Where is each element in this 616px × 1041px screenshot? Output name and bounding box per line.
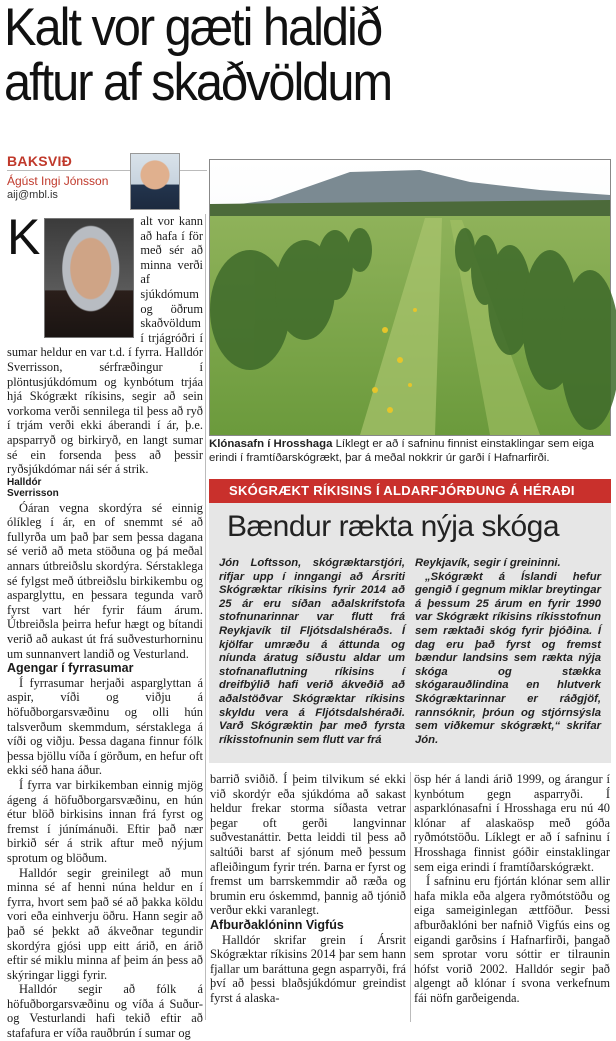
- article-paragraph: ösp hér á landi árið 1999, og árangur í kynbótum gegn asparryði. Í asparklónasafni í Hrosshaga eru nú 40 klónar af alaskaösp með góða ryðmótstöðu. Líklegt er að í safninu í Hrosshaga finnist góðir einstaklingar sem eiga erindi í framtíðarskógrækt.: [414, 772, 610, 874]
- article-paragraph: Halldór segir greinilegt að mun minna sé af henni núna heldur en í fyrra, hvort sem það sé að þakka köldu vori eða einhverju öðru. Hann segir að það sé þekkt að ákveðnar tegundir skordýra gjósi upp eitt árið, en árið eftir sé miklu minna af þeim án þess að skýringar liggi fyrir.: [7, 865, 203, 982]
- portrait-photo: [44, 218, 134, 338]
- headline-line-2: aftur af skaðvöldum: [4, 53, 392, 112]
- sidebar-column-left: [219, 557, 405, 747]
- column-divider: [205, 214, 206, 1020]
- article-column-1: [7, 209, 203, 1041]
- article-paragraph: Í safninu eru fjórtán klónar sem allir hafa mikla eða algera ryðmótstöðu og eiga sameiginlegan ættföður. Þessi afburðaklóni ber nafnið Vigfús eins og eigandi garðsins í Hafnarfirði, þangað sem sprotar voru sóttir er tilraunin hófst vorið 2002. Halldór segir það algengt að klónar í svona verkefnum fái nöfn garðeigenda.: [414, 874, 610, 1005]
- article-paragraph: barrið sviðið. Í þeim tilvikum sé ekki við skordýr eða sjúkdóma að sakast heldur frekar storma síðasta vetrar þegar oft gerði langvinnar suðvestanáttir. Þetta leiddi til þess að saltúði barst af sjónum með þessum afleiðingum fyrir trén. Þarna er fyrst og fremst um barrskemmdir að ræða og brumin eru óskemmd, þannig að tjónið verður ekki varanlegt.: [210, 772, 406, 918]
- orchard-photo-illustration: [210, 160, 610, 435]
- sidebar-header-bar: SKÓGRÆKT RÍKISINS Í ALDARFJÓRÐUNG Á HÉRAÐI: [209, 479, 611, 503]
- photo-caption-title: Klónasafn í Hrosshaga: [209, 438, 333, 450]
- drop-cap: K: [7, 209, 41, 265]
- photo-caption: [209, 437, 609, 465]
- sidebar-paragraph: Jón Loftsson, skógræktarstjóri, rifjar upp í inngangi að Ársriti Skógræktar ríkisins fyrir 2014 að 25 ár eru síðan aðalskrifstofa stofnunarinnar var flutt frá Reykjavík til Fljótsdalshéraðs. Í kjölfar umræðu á áttunda og níunda áratug síðustu aldar um stofnanaflutning ríkisins í dreifbýlið hafi verið ákveðið að aðalstöðvar Skógræktar ríkisins skyldu vera á Fljótsdalshéraði. Varð Skógræktin þar með fyrsta ríkisstofnunin sem flutt var frá: [219, 557, 405, 746]
- headline: [4, 0, 563, 110]
- section-kicker: BAKSVIÐ: [7, 153, 73, 169]
- sidebar-title: Bændur rækta nýja skóga: [227, 510, 560, 543]
- sidebar-column-right: [415, 557, 601, 747]
- headline-line-1: Kalt vor gæti haldið: [4, 0, 381, 57]
- author-photo: [130, 153, 180, 210]
- subheading: Afburðaklóninn Vigfús: [210, 917, 344, 932]
- article-paragraph: Halldór skrifar grein í Ársrit Skógræktar ríkisins 2014 þar sem hann fjallar um baráttuna gegn asparryði, frá því að þessi blaðsjúkdómur greindist fyrst á alaska-: [210, 932, 406, 1005]
- article-column-3: [414, 772, 610, 1022]
- subheading: Agengar í fyrrasumar: [7, 661, 134, 676]
- orchard-photo: [209, 159, 611, 436]
- sidebar-box: [209, 479, 611, 763]
- portrait-caption: Halldór Sverrisson: [7, 476, 59, 499]
- photo-caption-text: Líklegt er að í safninu finnist einstaklingar sem eiga erindi í framtíðarskógrækt, þar á meðal nokkrir úr garði í Hafnarfirði.: [209, 438, 594, 464]
- article-paragraph: Óáran vegna skordýra sé einnig ólíkleg í ár, en of snemmt sé að fullyrða um það þar sem þessa dagana sé verið að meta stöðuna og þá meðal annars útbreiðslu skordýra. Sérstaklega sé fylgst með útbreiðslu birkikembu og asparglyttu, en þessara tegunda varð fyrst vart hér fyrir fáum árum. Útbreiðsla þeirra hefur hægt og bítandi verið að aukast út frá suðvesturhorninu um sunnanvert landið og Vesturland.: [7, 500, 203, 661]
- article-paragraph: alt vor kann að hafa í för með sér að minna verði af sjúkdómum og öðrum skaðvöldum í trjágróðri í sumar heldur en var t.d. í fyrra. Halldór Sverrisson, sérfræðingur í plöntusjúkdómum og kynbótum trjáa hjá Skógrækt ríkisins, segir að sein vorkoma verði sennilega til þess að ryð í trjám verði ekki áberandi í ár, þ.e. apsparryð og birkiryð, en langt sumar sé ein forsenda þess að þessir ryðsjúkdómar nái sér á strik.: [7, 214, 203, 477]
- sidebar-paragraph: „Skógrækt á Íslandi hefur gengið í gegnum miklar breytingar á þessum 25 árum en fyrir 1990 var Skógrækt ríkisins ríkisstofnun sem ræktaði skóg fyrir þjóðina. Í dag eru það fyrst og fremst bændur landsins sem rækta nýja skóga og stækka skógarauðlindina en hlutverk Skógræktarinnar er ráðgjöf, rannsóknir, þróun og stjórnsýsla sem viðkemur skógrækt,“ skrifar Jón.: [415, 570, 601, 746]
- article-paragraph: Í fyrra var birkikemban einnig mjög ágeng á höfuðborgarsvæðinu, en hún étur blöð birkisins innan frá fyrst og fremst í júnímánuði. Eftir það nær birkið sér á strik aftur með nýjum sprotum og blöðum.: [7, 777, 203, 865]
- author-email[interactable]: aij@mbl.is: [7, 189, 58, 201]
- article-paragraph: Halldór segir að fólk á höfuðborgarsvæðinu og víða á Suður- og Vesturlandi hafi tekið eftir að stafafura er víða rauðbrún í sumar og: [7, 982, 203, 1041]
- author-name: Ágúst Ingi Jónsson: [7, 174, 109, 188]
- sidebar-paragraph: Reykjavík, segir í greininni.: [415, 557, 561, 569]
- article-column-2: [210, 772, 406, 1022]
- article-paragraph: Í fyrrasumar herjaði asparglyttan á aspir, víði og viðju á höfuðborgarsvæðinu og olli hún talsverðum skemmdum, sérstaklega á víði og viðju. Þessa dagana finnur fólk þessa bjöllu víða í görðum, en hefur oft ekki séð hana áður.: [7, 675, 203, 778]
- column-divider: [410, 772, 411, 1022]
